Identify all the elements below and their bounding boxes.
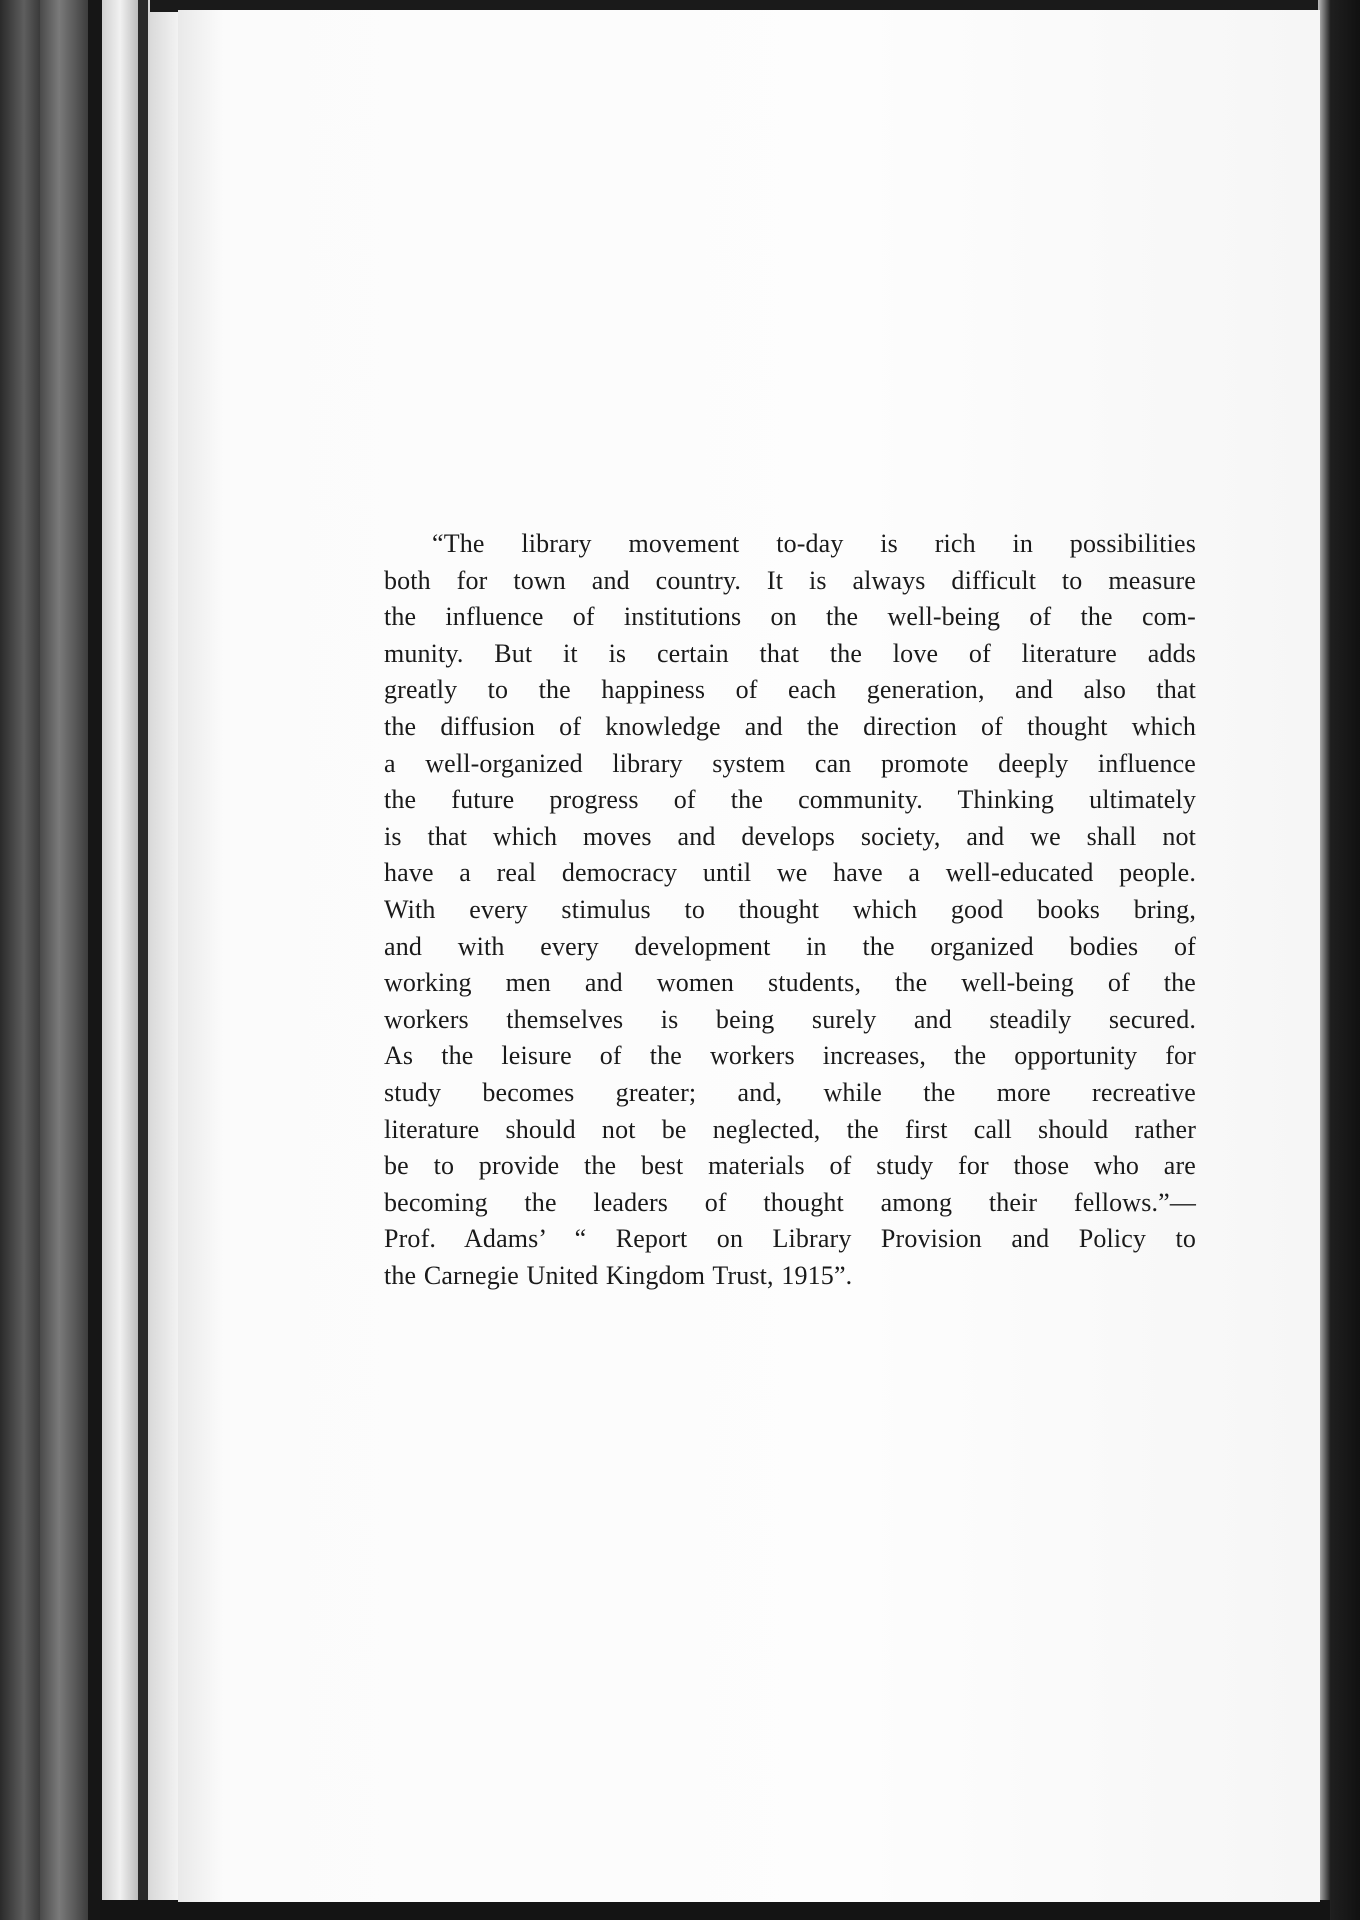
bottom-border: [100, 1900, 1330, 1920]
right-cover-edge: [1318, 0, 1360, 1920]
page-stack-edge-inner: [148, 0, 180, 1920]
quote-line: With every stimulus to thought which good books bring,: [384, 894, 1196, 924]
quote-line: the future progress of the community. Thinking ultimately: [384, 785, 1196, 815]
book-cover-edge: [40, 0, 88, 1920]
quote-line: literature should not be neglected, the first call should rather: [384, 1114, 1196, 1144]
quote-line: have a real democracy until we have a well-educated people.: [384, 858, 1196, 888]
quote-line: the diffusion of knowledge and the direction of thought which: [384, 711, 1196, 741]
quote-line: the influence of institutions on the well-being of the com-: [384, 602, 1196, 632]
quotation-paragraph: [384, 526, 1196, 1294]
quote-attribution-line: Prof. Adams’ “ Report on Library Provision and Policy to: [384, 1224, 1196, 1254]
page-stack-edge: [102, 0, 138, 1920]
quote-line: study becomes greater; and, while the more recreative: [384, 1077, 1196, 1107]
book-gutter: [88, 0, 102, 1920]
quote-line: both for town and country. It is always difficult to measure: [384, 565, 1196, 595]
quote-line: working men and women students, the well-being of the: [384, 968, 1196, 998]
quote-line: “The library movement to-day is rich in possibilities: [432, 529, 1196, 558]
quote-attribution-line: the Carnegie United Kingdom Trust, 1915”.: [384, 1260, 853, 1290]
quote-line: and with every development in the organized bodies of: [384, 931, 1196, 961]
quote-line: becoming the leaders of thought among their fellows.”—: [384, 1187, 1196, 1217]
quote-line: munity. But it is certain that the love of literature adds: [384, 638, 1196, 668]
quote-line: workers themselves is being surely and steadily secured.: [384, 1004, 1196, 1034]
quote-line: As the leisure of the workers increases, the opportunity for: [384, 1041, 1196, 1071]
quote-line: is that which moves and develops society, and we shall not: [384, 821, 1196, 851]
quote-line: a well-organized library system can promote deeply influence: [384, 748, 1196, 778]
quote-line: greatly to the happiness of each generation, and also that: [384, 675, 1196, 705]
page-fold-shadow: [138, 0, 148, 1920]
quote-line: be to provide the best materials of study for those who are: [384, 1151, 1196, 1181]
book-spine-shadow: [0, 0, 40, 1920]
